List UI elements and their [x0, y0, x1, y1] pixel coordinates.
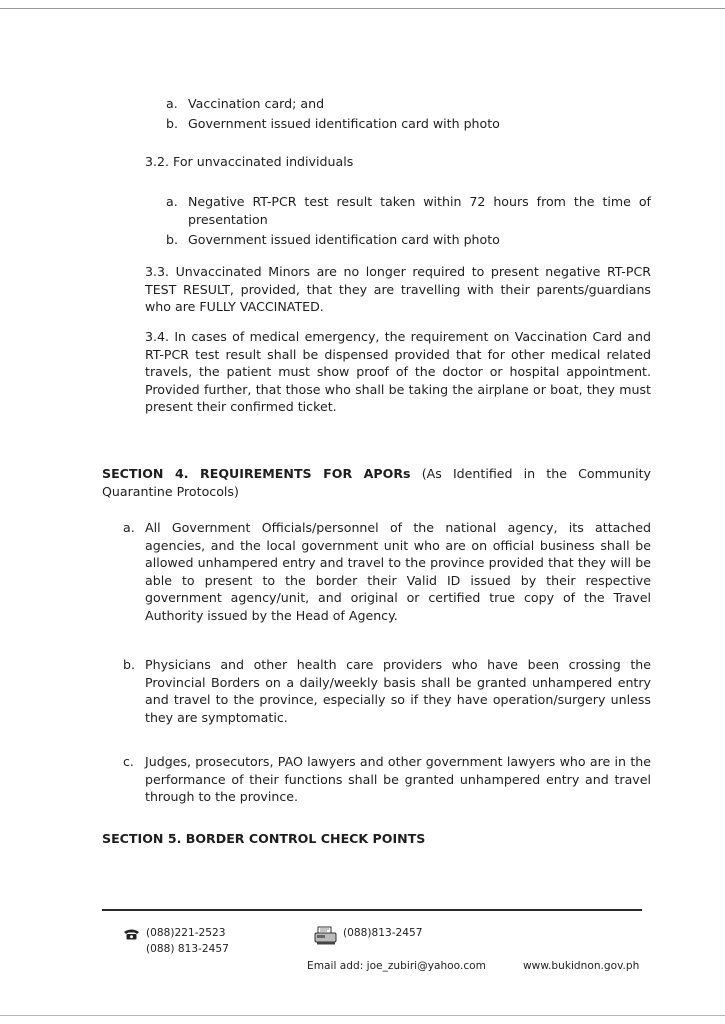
list-text: Vaccination card; and	[188, 96, 325, 111]
fax-machine-icon	[314, 926, 338, 946]
telephone-icon	[123, 928, 140, 940]
section-4-title: SECTION 4. REQUIREMENTS FOR APORs	[102, 466, 411, 481]
paragraph-3-4: 3.4. In cases of medical emergency, the requirement on Vaccination Card and RT-PCR test result shall be dispensed provided that for other medical related travels, the patient must show proof of the doctor or hospital appointment. Provided further, that those who shall be taking the airplane or boat, they must present their confirmed ticket.	[145, 329, 651, 414]
list-marker: a.	[166, 194, 178, 209]
top-scan-edge	[0, 8, 725, 9]
paragraph-3-3: 3.3. Unvaccinated Minors are no longer required to present negative RT-PCR TEST RESULT, provided, that they are travelling with their parents/guardians who are FULLY VACCINATED.	[145, 264, 651, 314]
list-marker: c.	[123, 754, 134, 769]
list-marker: b.	[123, 657, 135, 672]
list-item	[166, 115, 651, 133]
list-text: Judges, prosecutors, PAO lawyers and other government lawyers who are in the performance of their functions shall be granted unhampered entry and travel through to the province.	[145, 754, 651, 804]
section-4-heading	[102, 465, 651, 500]
list-item	[123, 656, 651, 726]
website-link[interactable]: www.bukidnon.gov.ph	[523, 960, 640, 972]
section-5-heading: SECTION 5. BORDER CONTROL CHECK POINTS	[102, 831, 426, 846]
list-item	[166, 193, 651, 228]
list-marker: a.	[123, 520, 135, 535]
subsection-heading: 3.2. For unvaccinated individuals	[145, 154, 354, 169]
email-address: Email add: joe_zubiri@yahoo.com	[307, 960, 486, 972]
phone-number: (088) 813-2457	[146, 943, 229, 955]
list-text: Negative RT-PCR test result taken within 72 hours from the time of presentation	[188, 194, 651, 227]
list-item	[166, 231, 651, 249]
phone-number: (088)221-2523	[146, 927, 226, 939]
list-marker: a.	[166, 96, 178, 111]
list-text: Government issued identification card with photo	[188, 232, 500, 247]
list-text: Government issued identification card with photo	[188, 116, 500, 131]
list-item	[123, 753, 651, 806]
list-marker: b.	[166, 116, 178, 131]
list-text: All Government Officials/personnel of the national agency, its attached agencies, and the local government unit who are on official business shall be allowed unhampered entry and travel to the province provided that they will be able to present to the border their Valid ID issued by their respective government agency/unit, and original or certified true copy of the Travel Authority issued by the Head of Agency.	[145, 520, 651, 623]
list-marker: b.	[166, 232, 178, 247]
list-item	[123, 519, 651, 624]
footer-divider	[102, 909, 642, 911]
section-4-note: (As Identified in the Community Quarantine Protocols)	[102, 466, 651, 499]
bottom-scan-edge	[0, 1015, 725, 1016]
fax-number: (088)813-2457	[343, 927, 423, 939]
list-text: Physicians and other health care providers who have been crossing the Provincial Borders on a daily/weekly basis shall be granted unhampered entry and travel to the province, especially so if they have operation/surgery unless they are symptomatic.	[145, 657, 651, 725]
list-item	[166, 95, 651, 113]
